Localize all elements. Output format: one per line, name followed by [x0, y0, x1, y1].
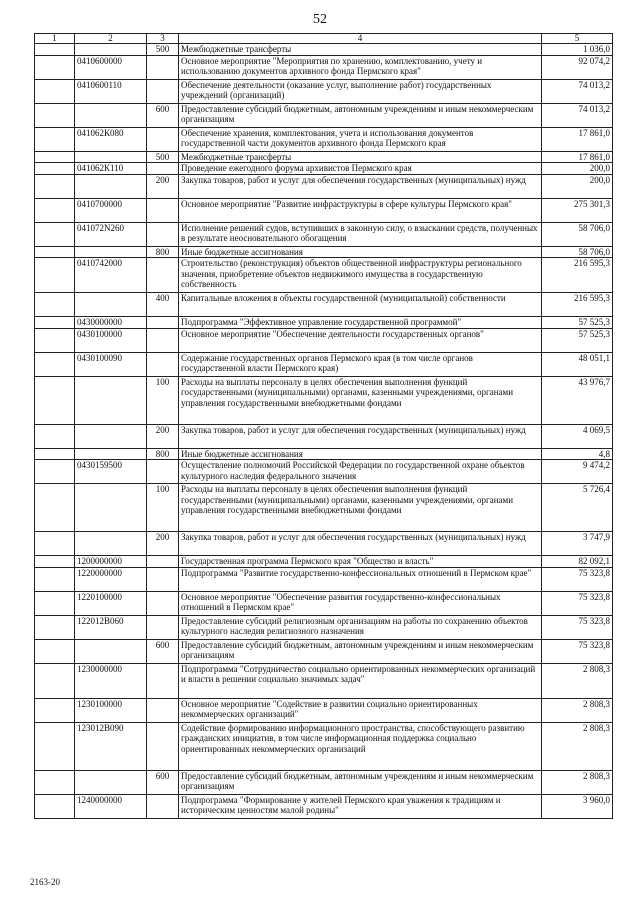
expense-type-cell — [147, 79, 179, 103]
program-code-cell: 1220000000 — [75, 567, 147, 591]
program-code-cell — [75, 293, 147, 317]
amount-cell: 9 474,2 — [542, 460, 613, 484]
program-code-cell: 0430100000 — [75, 328, 147, 352]
col1-cell — [35, 722, 75, 770]
expense-type-cell — [147, 55, 179, 79]
expense-type-cell: 200 — [147, 532, 179, 556]
amount-cell: 17 861,0 — [542, 151, 613, 163]
program-code-cell — [75, 448, 147, 460]
program-code-cell — [75, 103, 147, 127]
expense-type-cell — [147, 567, 179, 591]
item-name-cell: Подпрограмма "Развитие государственно-конфессиональных отношений в Пермском крае" — [179, 567, 542, 591]
amount-cell: 4,8 — [542, 448, 613, 460]
table-row — [35, 770, 613, 794]
program-code-cell: 1240000000 — [75, 794, 147, 818]
col1-cell — [35, 460, 75, 484]
table-row — [35, 567, 613, 591]
table-row — [35, 639, 613, 663]
col1-cell — [35, 556, 75, 568]
table-row — [35, 591, 613, 615]
col1-cell — [35, 770, 75, 794]
program-code-cell: 1230100000 — [75, 698, 147, 722]
header-cell-1: 1 — [35, 34, 75, 44]
header-cell-4: 4 — [179, 34, 542, 44]
amount-cell: 3 960,0 — [542, 794, 613, 818]
program-code-cell — [75, 532, 147, 556]
table-row — [35, 615, 613, 639]
program-code-cell — [75, 174, 147, 198]
col1-cell — [35, 55, 75, 79]
col1-cell — [35, 424, 75, 448]
table-row — [35, 352, 613, 376]
item-name-cell: Подпрограмма "Эффективное управление государственной программой" — [179, 317, 542, 329]
col1-cell — [35, 317, 75, 329]
item-name-cell: Закупка товаров, работ и услуг для обеспечения государственных (муниципальных) нужд — [179, 532, 542, 556]
amount-cell: 48 051,1 — [542, 352, 613, 376]
program-code-cell: 0410700000 — [75, 198, 147, 222]
expense-type-cell: 500 — [147, 151, 179, 163]
item-name-cell: Основное мероприятие "Содействие в развитии социально ориентированных некоммерческих организаций" — [179, 698, 542, 722]
table-header-row — [35, 34, 613, 44]
amount-cell: 43 976,7 — [542, 376, 613, 424]
expense-type-cell — [147, 198, 179, 222]
expense-type-cell — [147, 222, 179, 246]
table-row — [35, 127, 613, 151]
expense-type-cell: 500 — [147, 44, 179, 56]
col1-cell — [35, 698, 75, 722]
expense-type-cell: 100 — [147, 376, 179, 424]
program-code-cell: 1230000000 — [75, 663, 147, 698]
col1-cell — [35, 293, 75, 317]
col1-cell — [35, 352, 75, 376]
col1-cell — [35, 79, 75, 103]
table-row — [35, 698, 613, 722]
table-row — [35, 722, 613, 770]
item-name-cell: Предоставление субсидий религиозным организациям на работы по сохранению объектов культурного наследия религиозного назначения — [179, 615, 542, 639]
col1-cell — [35, 103, 75, 127]
col1-cell — [35, 376, 75, 424]
table-row — [35, 163, 613, 175]
program-code-cell — [75, 639, 147, 663]
item-name-cell: Иные бюджетные ассигнования — [179, 246, 542, 258]
program-code-cell: 0430159500 — [75, 460, 147, 484]
table-row — [35, 246, 613, 258]
header-cell-5: 5 — [542, 34, 613, 44]
col1-cell — [35, 615, 75, 639]
item-name-cell: Подпрограмма "Сотрудничество социально ориентированных некоммерческих организаций и власти в решении социально значимых задач" — [179, 663, 542, 698]
table-row — [35, 328, 613, 352]
table-row — [35, 79, 613, 103]
program-code-cell: 0430100090 — [75, 352, 147, 376]
expense-type-cell: 100 — [147, 484, 179, 532]
item-name-cell: Содействие формированию информационного пространства, способствующего развитию гражданских инициатив, в том числе информационная поддержка социально ориентированных некоммерческих организаций — [179, 722, 542, 770]
program-code-cell — [75, 376, 147, 424]
amount-cell: 4 069,5 — [542, 424, 613, 448]
amount-cell: 57 525,3 — [542, 328, 613, 352]
amount-cell: 58 706,0 — [542, 222, 613, 246]
col1-cell — [35, 328, 75, 352]
amount-cell: 75 323,8 — [542, 639, 613, 663]
budget-table — [34, 33, 613, 819]
program-code-cell — [75, 424, 147, 448]
amount-cell: 200,0 — [542, 174, 613, 198]
table-row — [35, 222, 613, 246]
col1-cell — [35, 794, 75, 818]
amount-cell: 17 861,0 — [542, 127, 613, 151]
program-code-cell: 1200000000 — [75, 556, 147, 568]
program-code-cell: 1220100000 — [75, 591, 147, 615]
program-code-cell — [75, 44, 147, 56]
amount-cell: 2 808,3 — [542, 663, 613, 698]
expense-type-cell: 400 — [147, 293, 179, 317]
col1-cell — [35, 484, 75, 532]
amount-cell: 92 074,2 — [542, 55, 613, 79]
item-name-cell: Расходы на выплаты персоналу в целях обеспечения выполнения функций государственными (муниципальными) органами, казенными учреждениями, органами управления государственными внебюджетными фондами — [179, 376, 542, 424]
expense-type-cell — [147, 352, 179, 376]
expense-type-cell — [147, 460, 179, 484]
table-row — [35, 376, 613, 424]
item-name-cell: Исполнение решений судов, вступивших в законную силу, о взыскании средств, полученных в результате неосновательного обогащения — [179, 222, 542, 246]
expense-type-cell — [147, 615, 179, 639]
item-name-cell: Предоставление субсидий бюджетным, автономным учреждениям и иным некоммерческим организациям — [179, 770, 542, 794]
item-name-cell: Межбюджетные трансферты — [179, 151, 542, 163]
amount-cell: 74 013,2 — [542, 103, 613, 127]
col1-cell — [35, 163, 75, 175]
expense-type-cell: 200 — [147, 424, 179, 448]
table-row — [35, 424, 613, 448]
amount-cell: 57 525,3 — [542, 317, 613, 329]
program-code-cell: 041062К080 — [75, 127, 147, 151]
table-row — [35, 460, 613, 484]
footer-code: 2163-20 — [30, 877, 60, 887]
col1-cell — [35, 448, 75, 460]
item-name-cell: Закупка товаров, работ и услуг для обеспечения государственных (муниципальных) нужд — [179, 174, 542, 198]
col1-cell — [35, 567, 75, 591]
expense-type-cell: 800 — [147, 246, 179, 258]
program-code-cell — [75, 246, 147, 258]
col1-cell — [35, 44, 75, 56]
table-row — [35, 55, 613, 79]
amount-cell: 75 323,8 — [542, 567, 613, 591]
table-row — [35, 556, 613, 568]
amount-cell: 3 747,9 — [542, 532, 613, 556]
col1-cell — [35, 246, 75, 258]
amount-cell: 82 092,1 — [542, 556, 613, 568]
table-row — [35, 44, 613, 56]
expense-type-cell — [147, 794, 179, 818]
amount-cell: 275 301,3 — [542, 198, 613, 222]
item-name-cell: Осуществление полномочий Российской Федерации по государственной охране объектов культурного наследия федерального значения — [179, 460, 542, 484]
amount-cell: 2 808,3 — [542, 698, 613, 722]
item-name-cell: Закупка товаров, работ и услуг для обеспечения государственных (муниципальных) нужд — [179, 424, 542, 448]
col1-cell — [35, 591, 75, 615]
table-row — [35, 293, 613, 317]
col1-cell — [35, 639, 75, 663]
program-code-cell — [75, 770, 147, 794]
col1-cell — [35, 174, 75, 198]
amount-cell: 2 808,3 — [542, 722, 613, 770]
item-name-cell: Расходы на выплаты персоналу в целях обеспечения выполнения функций государственными (муниципальными) органами, казенными учреждениями, органами управления государственными внебюджетными фондами — [179, 484, 542, 532]
expense-type-cell: 600 — [147, 103, 179, 127]
header-cell-2: 2 — [75, 34, 147, 44]
program-code-cell — [75, 151, 147, 163]
program-code-cell: 0410742000 — [75, 258, 147, 293]
program-code-cell: 0410600110 — [75, 79, 147, 103]
item-name-cell: Обеспечение деятельности (оказание услуг, выполнение работ) государственных учреждений (организаций) — [179, 79, 542, 103]
table-row — [35, 794, 613, 818]
item-name-cell: Предоставление субсидий бюджетным, автономным учреждениям и иным некоммерческим организациям — [179, 103, 542, 127]
amount-cell: 200,0 — [542, 163, 613, 175]
program-code-cell: 0410600000 — [75, 55, 147, 79]
expense-type-cell: 200 — [147, 174, 179, 198]
expense-type-cell — [147, 556, 179, 568]
program-code-cell: 041062К110 — [75, 163, 147, 175]
item-name-cell: Строительство (реконструкция) объектов общественной инфраструктуры регионального значения, приобретение объектов недвижимого имущества в государственную собственность — [179, 258, 542, 293]
col1-cell — [35, 198, 75, 222]
table-row — [35, 663, 613, 698]
expense-type-cell — [147, 591, 179, 615]
expense-type-cell: 600 — [147, 770, 179, 794]
col1-cell — [35, 222, 75, 246]
table-row — [35, 317, 613, 329]
page-number: 52 — [313, 12, 327, 27]
amount-cell: 74 013,2 — [542, 79, 613, 103]
program-code-cell: 041072N260 — [75, 222, 147, 246]
col1-cell — [35, 151, 75, 163]
amount-cell: 1 036,0 — [542, 44, 613, 56]
item-name-cell: Обеспечение хранения, комплектования, учета и использования документов государственной части документов архивного фонда Пермского края — [179, 127, 542, 151]
item-name-cell: Содержание государственных органов Пермского края (в том числе органов государственной власти Пермского края) — [179, 352, 542, 376]
amount-cell: 75 323,8 — [542, 615, 613, 639]
amount-cell: 2 808,3 — [542, 770, 613, 794]
expense-type-cell: 600 — [147, 639, 179, 663]
table-row — [35, 151, 613, 163]
expense-type-cell — [147, 317, 179, 329]
table-row — [35, 198, 613, 222]
item-name-cell: Капитальные вложения в объекты государственной (муниципальной) собственности — [179, 293, 542, 317]
item-name-cell: Основное мероприятие "Обеспечение развития государственно-конфессиональных отношений в Пермском крае" — [179, 591, 542, 615]
col1-cell — [35, 663, 75, 698]
expense-type-cell — [147, 163, 179, 175]
table-row — [35, 174, 613, 198]
program-code-cell — [75, 484, 147, 532]
col1-cell — [35, 127, 75, 151]
item-name-cell: Иные бюджетные ассигнования — [179, 448, 542, 460]
expense-type-cell — [147, 258, 179, 293]
expense-type-cell: 800 — [147, 448, 179, 460]
expense-type-cell — [147, 663, 179, 698]
table-row — [35, 103, 613, 127]
program-code-cell: 0430000000 — [75, 317, 147, 329]
header-cell-3: 3 — [147, 34, 179, 44]
amount-cell: 216 595,3 — [542, 258, 613, 293]
table-row — [35, 532, 613, 556]
amount-cell: 58 706,0 — [542, 246, 613, 258]
program-code-cell: 123012В090 — [75, 722, 147, 770]
item-name-cell: Межбюджетные трансферты — [179, 44, 542, 56]
item-name-cell: Государственная программа Пермского края "Общество и власть" — [179, 556, 542, 568]
table-body — [35, 44, 613, 819]
item-name-cell: Основное мероприятие "Развитие инфраструктуры в сфере культуры Пермского края" — [179, 198, 542, 222]
amount-cell: 75 323,8 — [542, 591, 613, 615]
item-name-cell: Основное мероприятие "Мероприятия по хранению, комплектованию, учету и использованию документов архивного фонда Пермского края" — [179, 55, 542, 79]
item-name-cell: Подпрограмма "Формирование у жителей Пермского края уважения к традициям и историческим ценностям малой родины" — [179, 794, 542, 818]
table-row — [35, 448, 613, 460]
item-name-cell: Основное мероприятие "Обеспечение деятельности государственных органов" — [179, 328, 542, 352]
expense-type-cell — [147, 127, 179, 151]
table-row — [35, 258, 613, 293]
amount-cell: 5 726,4 — [542, 484, 613, 532]
table-row — [35, 484, 613, 532]
item-name-cell: Предоставление субсидий бюджетным, автономным учреждениям и иным некоммерческим организациям — [179, 639, 542, 663]
expense-type-cell — [147, 698, 179, 722]
program-code-cell: 122012В060 — [75, 615, 147, 639]
amount-cell: 216 595,3 — [542, 293, 613, 317]
col1-cell — [35, 258, 75, 293]
col1-cell — [35, 532, 75, 556]
expense-type-cell — [147, 722, 179, 770]
expense-type-cell — [147, 328, 179, 352]
item-name-cell: Проведение ежегодного форума архивистов Пермского края — [179, 163, 542, 175]
